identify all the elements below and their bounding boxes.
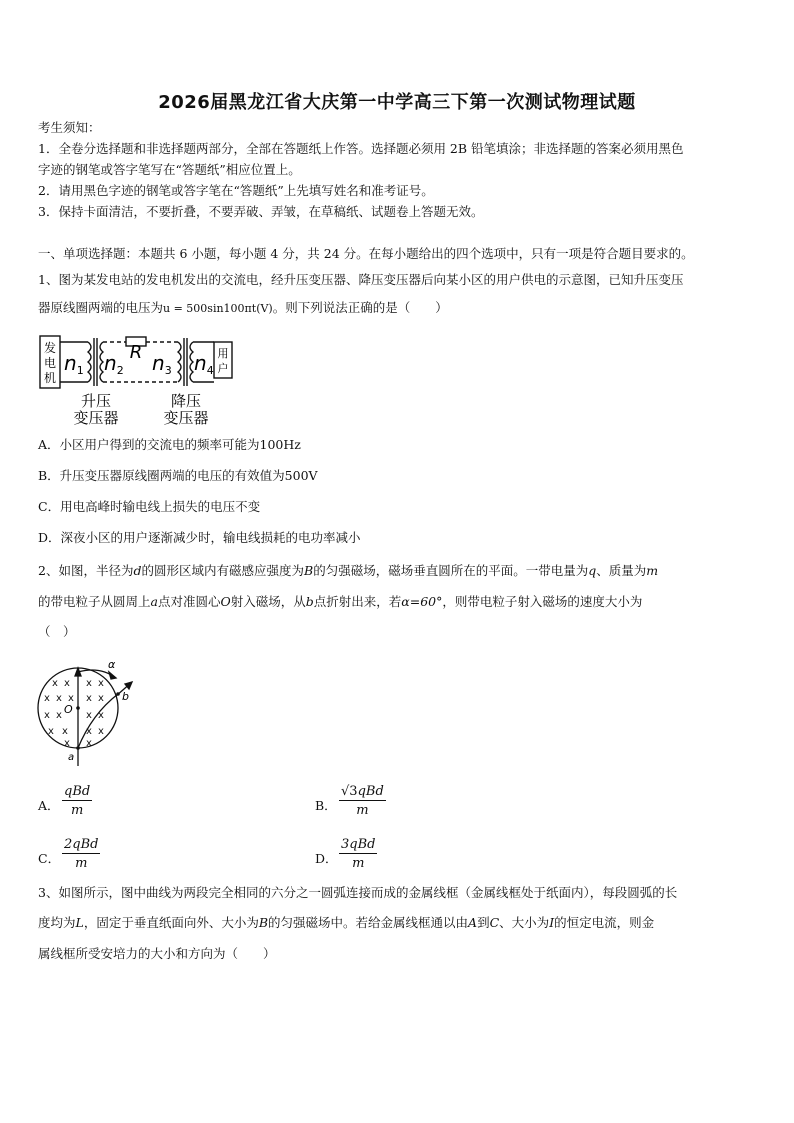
- q1-option-a[interactable]: A．小区用户得到的交流电的频率可能为100Hz: [38, 437, 301, 452]
- n3-label: n: [152, 351, 165, 375]
- q1-stem-pre: 器原线圈两端的电压为: [38, 300, 164, 315]
- q2-var-b: b: [305, 594, 314, 609]
- q2-text-5: 的带电粒子从圆周上: [38, 594, 151, 609]
- frac-numerator: 3qBd: [341, 837, 376, 852]
- q2-var-d: d: [133, 563, 142, 578]
- n4-sub: 4: [206, 364, 214, 377]
- step-up-line1: 升压: [80, 392, 112, 410]
- frac-numerator: 2qBd: [64, 837, 99, 852]
- point-b-label: b: [122, 690, 129, 703]
- q2-option-a-label: A．: [38, 798, 60, 813]
- q2-option-d-label: D．: [315, 851, 338, 866]
- q2-var-B: B: [304, 563, 314, 578]
- user-char-2: 户: [217, 362, 229, 375]
- generator-char-2: 电: [43, 356, 57, 370]
- field-x-mark: x: [44, 693, 50, 704]
- field-x-mark: x: [64, 678, 70, 689]
- step-down-line2: 变压器: [163, 409, 209, 427]
- frac-denominator: m: [75, 856, 88, 871]
- n1-sub: 1: [76, 364, 84, 377]
- sqrt3-symbol: √3: [341, 784, 358, 799]
- q2-circle-field-diagram: [34, 656, 144, 776]
- q2-var-a: a: [150, 594, 158, 609]
- svg-text:n2: [104, 351, 124, 377]
- q2-var-m: m: [646, 563, 659, 578]
- q3-text-6: 的恒定电流，则金: [554, 915, 655, 930]
- field-x-mark: x: [98, 693, 104, 704]
- field-x-mark: x: [56, 693, 62, 704]
- field-x-mark: x: [52, 678, 58, 689]
- field-x-mark: x: [86, 726, 92, 737]
- q3-text-1: 度均为: [38, 915, 76, 930]
- notice-item-3: 3．保持卡面清洁，不要折叠，不要弄破、弄皱，在草稿纸、试题卷上答题无效。: [38, 204, 484, 219]
- q3-var-B: B: [258, 915, 269, 930]
- n3-sub: 3: [164, 364, 172, 377]
- q2-answer-bracket: （ ）: [38, 624, 76, 639]
- q3-var-L: L: [75, 915, 84, 930]
- field-x-mark: x: [86, 678, 92, 689]
- svg-text:n3: [152, 351, 172, 377]
- field-x-mark: x: [98, 710, 104, 721]
- field-x-mark: x: [86, 710, 92, 721]
- q2-option-b-fraction: [339, 784, 386, 818]
- q3-text-5: 、大小为: [499, 915, 550, 930]
- field-x-mark: x: [98, 678, 104, 689]
- q2-option-c-label: C．: [38, 851, 61, 866]
- q2-var-q: q: [588, 563, 597, 578]
- q2-option-b-label: B．: [315, 798, 337, 813]
- field-x-mark: x: [44, 710, 50, 721]
- frac-denominator: m: [70, 803, 84, 818]
- frac-denominator: m: [352, 856, 365, 871]
- q2-text-4: 、质量为: [596, 563, 647, 578]
- point-a-label: a: [68, 752, 75, 763]
- q1-voltage-formula: u = 500sin100πt(V): [163, 302, 273, 315]
- field-x-mark: x: [56, 710, 62, 721]
- q2-text-7: 射入磁场，从: [230, 594, 306, 609]
- q2-text-8: 点折射出来，若: [313, 594, 402, 609]
- svg-text:n4: [194, 351, 214, 377]
- q3-text-3: 的匀强磁场中。若给金属线框通以由: [268, 915, 469, 930]
- q2-angle: α=60°: [401, 594, 443, 609]
- field-x-mark: x: [48, 726, 54, 737]
- q3-text-2: ，固定于垂直纸面向外、大小为: [83, 915, 259, 930]
- notice-item-1-cont: 字迹的钢笔或答字笔写在“答题纸”相应位置上。: [38, 162, 301, 177]
- field-x-mark: x: [86, 693, 92, 704]
- field-x-mark: x: [62, 726, 68, 737]
- generator-char-3: 机: [43, 371, 57, 385]
- q1-option-c[interactable]: C．用电高峰时输电线上损失的电压不变: [38, 499, 261, 514]
- frac-numerator: qBd: [64, 784, 91, 799]
- q2-text-1: 2、如图，半径为: [38, 563, 134, 578]
- resistor-label: R: [129, 342, 143, 363]
- field-x-mark: x: [98, 726, 104, 737]
- notice-item-1: 1．全卷分选择题和非选择题两部分，全部在答题纸上作答。选择题必须用 2B 铅笔填涂；非选择题的答案必须用黑色: [38, 141, 684, 156]
- q2-stem-line1: [38, 563, 658, 579]
- svg-text:n1: [64, 351, 84, 377]
- q2-var-O: O: [220, 594, 231, 609]
- field-x-mark: x: [86, 738, 92, 749]
- frac-denominator: m: [356, 803, 369, 818]
- n2-sub: 2: [116, 364, 124, 377]
- step-up-line2: 变压器: [73, 409, 119, 427]
- q1-transformer-diagram: [38, 328, 238, 428]
- angle-alpha-label: α: [108, 658, 116, 671]
- q3-var-A: A: [468, 915, 478, 930]
- notice-heading: 考生须知：: [38, 120, 101, 135]
- n2-label: n: [104, 351, 117, 375]
- notice-item-2: 2．请用黑色字迹的钢笔或答字笔在“答题纸”上先填写姓名和准考证号。: [38, 183, 434, 198]
- page-title: 2026届黑龙江省大庆第一中学高三下第一次测试物理试题: [158, 92, 636, 113]
- user-char-1: 用: [217, 347, 229, 360]
- q2-option-a-fraction: [62, 784, 92, 818]
- step-down-line1: 降压: [170, 392, 202, 410]
- generator-char-1: 发: [43, 341, 57, 355]
- q1-stem-line2: [38, 300, 448, 317]
- frac-numerator: qBd: [357, 784, 384, 799]
- q2-text-3: 的匀强磁场，磁场垂直圆所在的平面。一带电量为: [313, 563, 589, 578]
- n1-label: n: [64, 351, 77, 375]
- q3-stem-line3: 属线框所受安培力的大小和方向为（ ）: [38, 946, 276, 961]
- q2-text-9: ，则带电粒子射入磁场的速度大小为: [442, 594, 643, 609]
- q2-option-d-fraction: [339, 837, 377, 871]
- q1-stem-post: 。则下列说法正确的是（ ）: [272, 300, 448, 315]
- q1-option-d[interactable]: D．深夜小区的用户逐渐减少时，输电线损耗的电功率减小: [38, 530, 361, 545]
- q3-stem-line2: [38, 915, 654, 931]
- q3-var-C: C: [489, 915, 500, 930]
- q3-stem-line1: 3、如图所示，图中曲线为两段完全相同的六分之一圆弧连接而成的金属线框（金属线框处于纸面内），每段圆弧的长: [38, 885, 678, 900]
- q2-text-2: 的圆形区域内有磁感应强度为: [141, 563, 304, 578]
- q3-text-4: 到: [477, 915, 490, 930]
- q2-option-c-fraction: [62, 837, 100, 871]
- field-x-mark: x: [64, 738, 70, 749]
- q3-var-I: I: [549, 915, 555, 930]
- q1-option-b[interactable]: B．升压变压器原线圈两端的电压的有效值为500V: [38, 468, 318, 483]
- section-heading: 一、单项选择题：本题共 6 小题，每小题 4 分，共 24 分。在每小题给出的四个选项中，只有一项是符合题目要求的。: [38, 246, 694, 261]
- q1-stem-line1: 1、图为某发电站的发电机发出的交流电，经升压变压器、降压变压器后向某小区的用户供电的示意图，已知升压变压: [38, 272, 684, 287]
- q2-text-6: 点对准圆心: [157, 594, 221, 609]
- q2-stem-line2: [38, 594, 642, 610]
- field-x-mark: x: [68, 693, 74, 704]
- center-o-label: O: [64, 703, 73, 716]
- n4-label: n: [194, 351, 207, 375]
